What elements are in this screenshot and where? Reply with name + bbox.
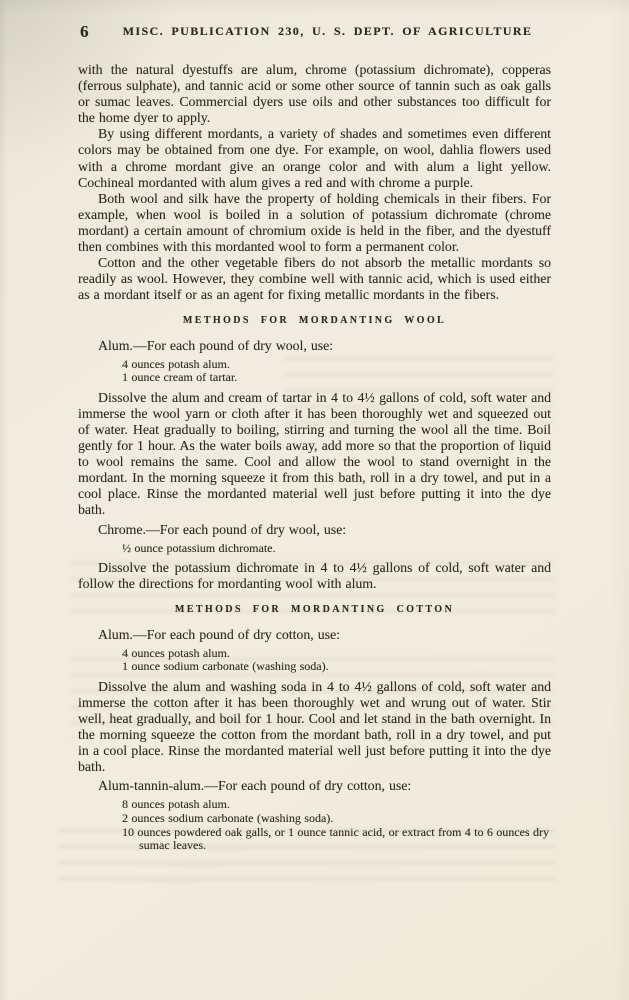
running-head [78,24,551,44]
paragraph-mordant-variety: By using different mordants, a variety of shades and sometimes even different colors may be obtained from one dye. For example, on wool, dahlia flowers used with a chrome mordant give an orange color and with alum a light yellow. Cochineal mordanted with alum gives a red and with chrome a purple. [78,126,551,190]
page-number: 6 [80,22,89,41]
recipe-wool-chrome-label: Chrome. [98,521,146,537]
ingredient-item: 4 ounces potash alum. [122,645,230,660]
recipe-wool-alum-directions: Dissolve the alum and cream of tartar in 4 to 4½ gallons of cold, soft water and immerse the wool yarn or cloth after it has been thoroughly wet and squeezed out of water. Heat gradually to boiling, stirring and turning the wool all the time. Boil gently for 1 hour. As the water boils away, add more so that the proportion of liquid to wool remains the same. Cool and allow the wool to stand overnight in the mordant. In the morning squeeze it from this bath, roll in a dry towel, and put in a cool place. Rinse the mordanted material well just before putting it into the dye bath. [78,389,551,518]
ingredient-item: 1 ounce cream of tartar. [122,370,238,385]
recipe-cotton-alum-directions: Dissolve the alum and washing soda in 4 to 4½ gallons of cold, soft water and immerse the cotton after it has been thoroughly wet and wrung out of water. Stir well, heat gradually, and boil for 1 hour. Cool and let stand in the bath overnight. In the morning squeeze the cotton from the mordant bath, roll in a dry towel, and put in a cool place. Rinse the mordanted material well just before putting it into the dye bath. [78,678,551,775]
recipe-wool-chrome-lead [78,522,551,538]
ingredient-item: ½ ounce potassium dichromate. [122,540,276,555]
running-head-title: MISC. PUBLICATION 230, U. S. DEPT. OF AGRICULTURE [122,24,533,38]
body-text [78,62,551,853]
ingredient-item: 4 ounces potash alum. [122,356,230,371]
ingredient-item: 2 ounces sodium carbonate (washing soda). [122,811,334,826]
ingredient-item: 10 ounces powdered oak galls, or 1 ounce tannic acid, or extract from 4 to 6 ounces dry sumac leaves. [122,824,549,853]
recipe-cotton-ata-lead [78,778,551,794]
recipe-cotton-alum-lead [78,627,551,643]
ingredient-list-wool-chrome [122,542,551,556]
recipe-cotton-alum-lead-text: —For each pound of dry cotton, use: [132,626,340,642]
section-heading-mordanting-cotton: METHODS FOR MORDANTING COTTON [174,604,455,616]
recipe-cotton-ata-lead-text: —For each pound of dry cotton, use: [204,778,412,794]
section-heading-mordanting-wool: METHODS FOR MORDANTING WOOL [182,315,447,327]
paragraph-mordant-sources: with the natural dyestuffs are alum, chrome (potassium dichromate), copperas (ferrous sulphate), and tannic acid or some other source of tannin such as oak galls or sumac leaves. Commercial dyers use oils and other substances too difficult for the home dyer to apply. [78,62,551,126]
recipe-cotton-ata-label: Alum-tannin-alum. [98,778,205,794]
ingredient-item: 8 ounces potash alum. [122,797,230,812]
ingredient-list-cotton-alum [122,647,551,674]
paragraph-wool-silk-chemistry: Both wool and silk have the property of holding chemicals in their fibers. For example, when wool is boiled in a solution of potassium dichromate (chrome mordant) a certain amount of chromium oxide is held in the fiber, and the dyestuff then combines with this mordanted wool to form a permanent color. [78,190,551,255]
page-content [78,24,551,858]
recipe-cotton-alum-label: Alum. [98,626,133,642]
recipe-wool-alum-lead-text: —For each pound of dry wool, use: [132,337,334,353]
recipe-wool-chrome-directions: Dissolve the potassium dichromate in 4 to 4½ gallons of cold, soft water and follow the directions for mordanting wool with alum. [78,560,551,592]
recipe-wool-chrome-lead-text: —For each pound of dry wool, use: [145,521,347,537]
ingredient-list-cotton-ata [122,798,551,852]
recipe-wool-alum-lead [78,338,551,354]
recipe-wool-alum-label: Alum. [98,337,133,353]
ingredient-item: 1 ounce sodium carbonate (washing soda). [122,659,329,674]
ingredient-list-wool-alum [122,358,551,385]
paragraph-cotton-fibers: Cotton and the other vegetable fibers do not absorb the metallic mordants so readily as wool. However, they combine well with tannic acid, which is used either as a mordant itself or as an agent for fixing metallic mordants in the fibers. [78,255,551,303]
